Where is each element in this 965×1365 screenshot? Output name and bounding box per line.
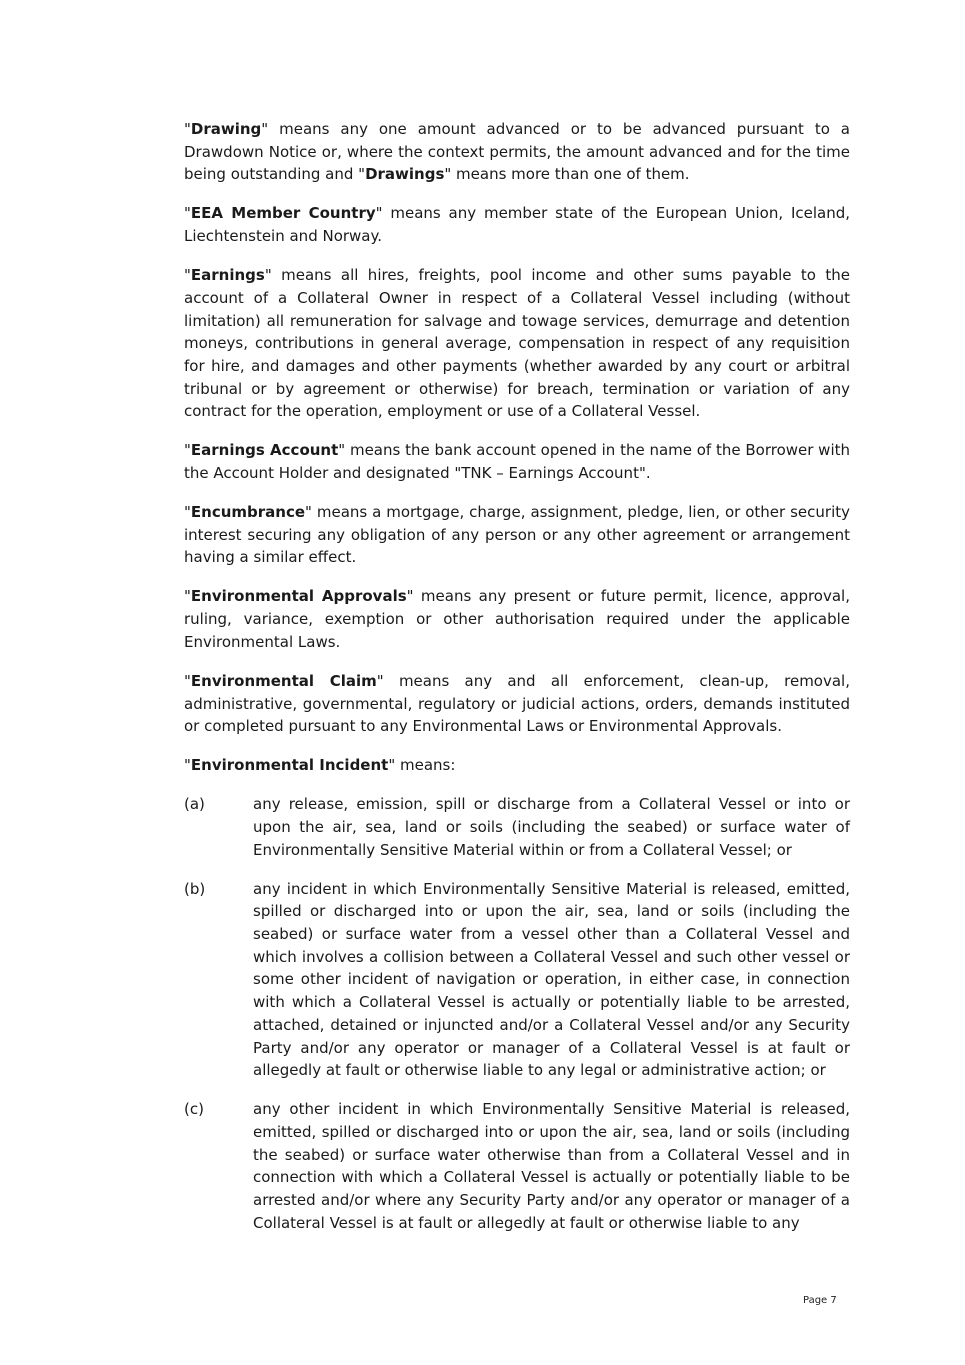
defined-term: Environmental Incident	[190, 756, 389, 775]
page-number: Page 7	[803, 1295, 837, 1306]
text-run: "	[184, 671, 191, 690]
definition-drawing	[184, 118, 850, 186]
item-label: (a)	[184, 795, 205, 814]
defined-term: Earnings	[190, 266, 265, 285]
text-run: " means any and all enforcement, clean-up, removal, administrative, governmental, regulatory or judicial actions, orders, demands instituted or completed pursuant to any Environmental Laws or Environmental Approvals.	[184, 671, 850, 736]
item-text: any other incident in which Environmentally Sensitive Material is released, emitted, spilled or discharged into or upon the air, sea, land or soils (including the seabed) or surface water otherwise than from a Collateral Vessel and in connection with which a Collateral Vessel is actually or potentially liable to be arrested and/or where any Security Party and/or any operator or manager of a Collateral Vessel is at fault or allegedly at fault or otherwise liable to any	[253, 1100, 850, 1232]
text-run: "	[184, 503, 191, 522]
list-item	[184, 878, 850, 1082]
definition-earnings	[184, 264, 850, 423]
definition-environmental-claim	[184, 670, 850, 738]
definition-environmental-incident	[184, 754, 850, 777]
defined-term: EEA Member Country	[190, 204, 376, 223]
text-run: " means any present or future permit, licence, approval, ruling, variance, exemption or other authorisation required under the applicable Environmental Laws.	[184, 587, 850, 651]
definition-encumbrance	[184, 501, 850, 569]
item-label: (c)	[184, 1100, 204, 1119]
text-run: " means:	[388, 756, 456, 775]
defined-term: Earnings Account	[190, 441, 339, 460]
definition-environmental-approvals	[184, 585, 850, 653]
text-run: "	[184, 587, 191, 606]
definition-earnings-account	[184, 439, 850, 484]
defined-term: Encumbrance	[190, 503, 306, 522]
text-run: " means a mortgage, charge, assignment, pledge, lien, or other security interest securing any obligation of any person or any other agreement or arrangement having a similar effect.	[184, 503, 850, 567]
definition-eea-member-country	[184, 202, 850, 247]
defined-term: Drawings	[365, 165, 445, 184]
list-item	[184, 793, 850, 861]
text-run: "	[184, 441, 191, 460]
item-label: (b)	[184, 879, 206, 898]
text-run: " means any one amount advanced or to be advanced pursuant to a Drawdown Notice or, where the context permits, the amount advanced and for the time being outstanding and "	[184, 120, 850, 184]
item-text: any incident in which Environmentally Sensitive Material is released, emitted, spilled or discharged into or upon the air, sea, land or soils (including the seabed) or surface water from a vessel other than a Collateral Vessel and which involves a collision between a Collateral Vessel and such other vessel or some other incident of navigation or operation, in either case, in connection with which a Collateral Vessel is actually or potentially liable to be arrested, attached, detained or injuncted and/or a Collateral Vessel and/or any Security Party and/or any operator or manager of a Collateral Vessel is at fault or allegedly at fault or otherwise liable to any legal or administrative action; or	[253, 879, 850, 1080]
text-run: " means all hires, freights, pool income and other sums payable to the account of a Collateral Owner in respect of a Collateral Vessel including (without limitation) all remuneration for salvage and towage services, demurrage and detention moneys, contributions in general average, compensation in respect of any requisition for hire, and damages and other payments (whether awarded by any court or arbitral tribunal or by agreement or otherwise) for breach, termination or variation of any contract for the operation, employment or use of a Collateral Vessel.	[184, 266, 850, 421]
document-body	[184, 118, 850, 1251]
defined-term: Drawing	[190, 120, 262, 138]
item-text: any release, emission, spill or discharge from a Collateral Vessel or into or upon the air, sea, land or soils (including the seabed) or surface water of Environmentally Sensitive Material within or from a Collateral Vessel; or	[253, 795, 850, 859]
text-run: "	[184, 756, 191, 775]
text-run: " means more than one of them.	[444, 165, 690, 184]
text-run: " means any member state of the European Union, Iceland, Liechtenstein and Norway.	[184, 204, 850, 246]
defined-term: Environmental Approvals	[190, 587, 407, 606]
text-run: "	[184, 266, 191, 285]
text-run: " means the bank account opened in the name of the Borrower with the Account Holder and designated "TNK – Earnings Account".	[184, 441, 851, 483]
text-run: "	[184, 120, 191, 138]
list-item	[184, 1098, 850, 1234]
text-run: "	[184, 204, 191, 223]
defined-term: Environmental Claim	[190, 671, 377, 690]
